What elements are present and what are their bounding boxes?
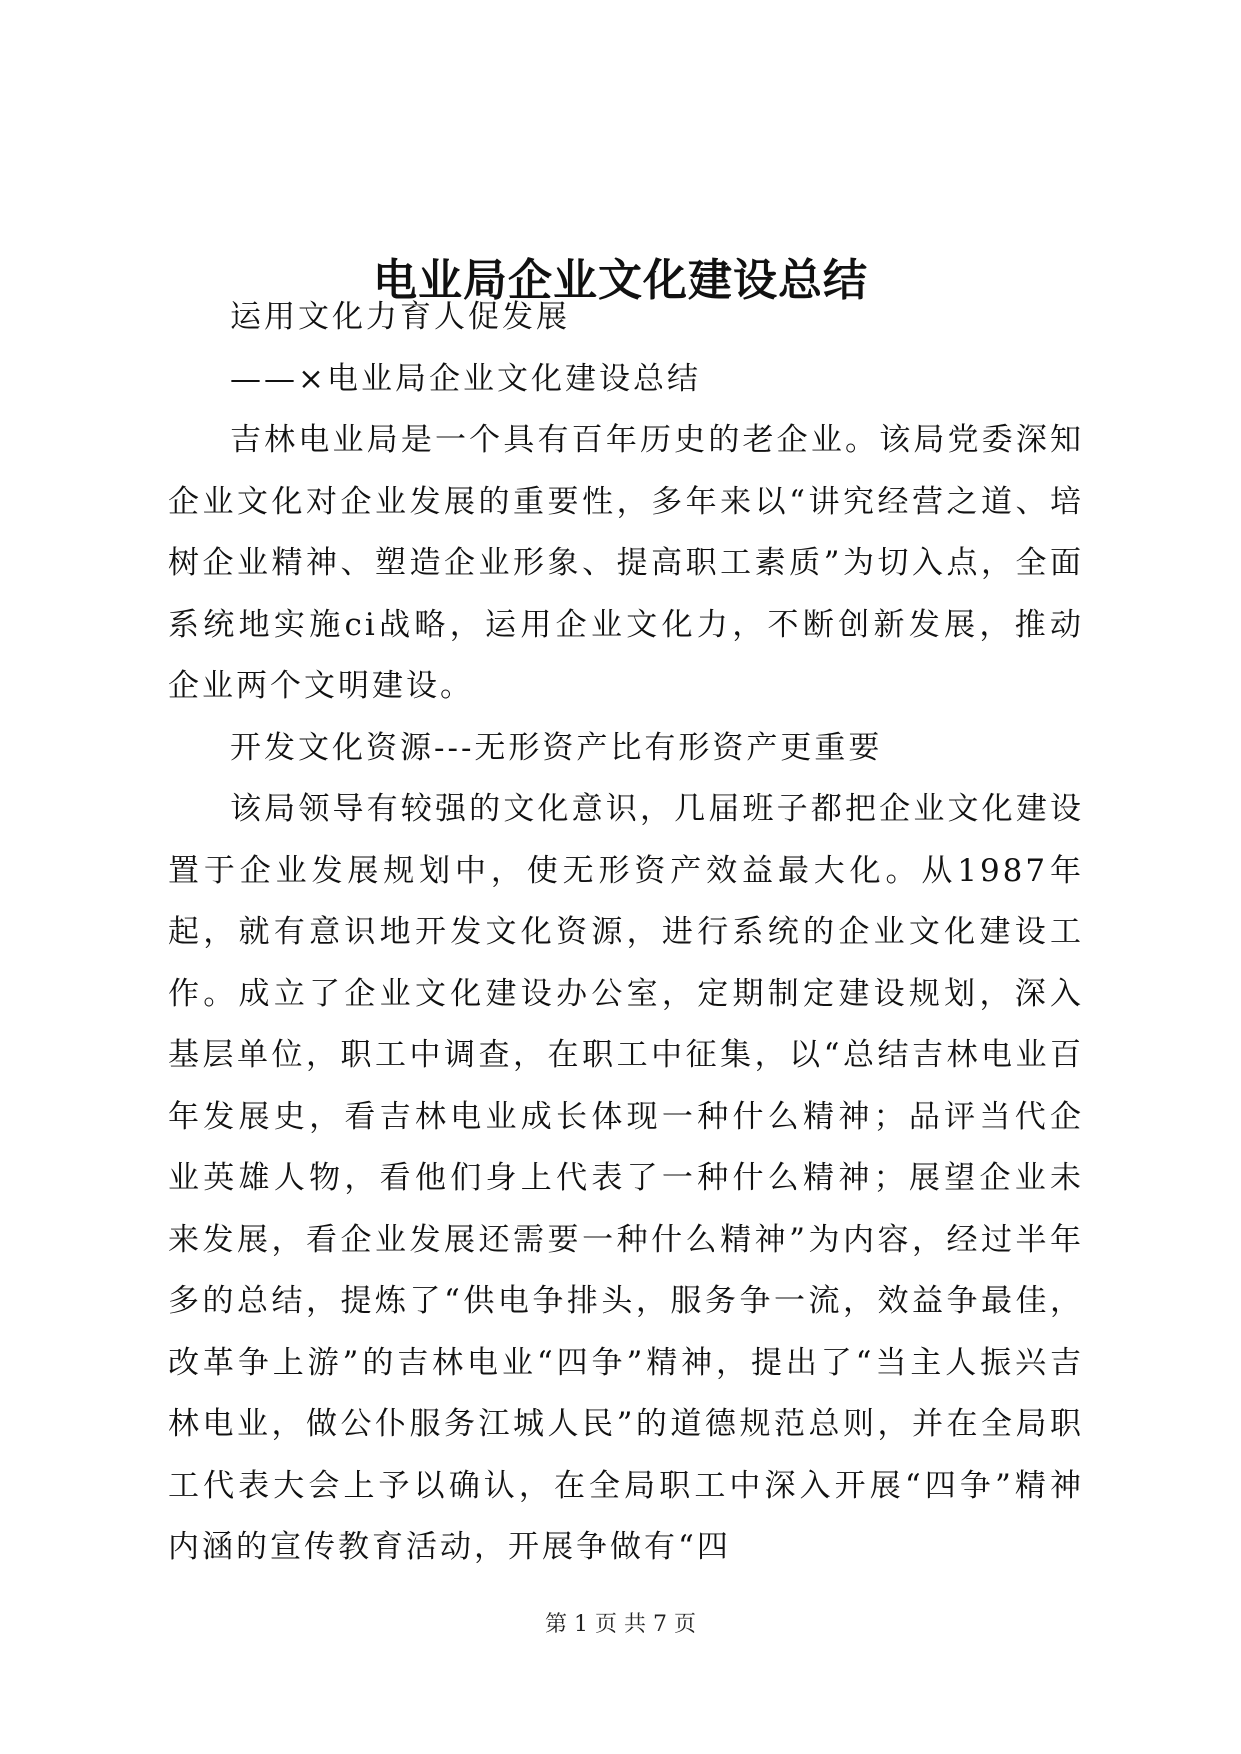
page-indicator: 第 1 页 共 7 页	[545, 1612, 696, 1637]
section-heading: 开发文化资源---无形资产比有形资产更重要	[230, 729, 883, 766]
subtitle-dash: ——×电业局企业文化建设总结	[230, 360, 701, 397]
body-paragraph: 该局领导有较强的文化意识，几届班子都把企业文化建设置于企业发展规划中，使无形资产效益最大化。从1987年起，就有意识地开发文化资源，进行系统的企业文化建设工作。成立了企业文化建设办公室，定期制定建设规划，深入基层单位，职工中调查，在职工中征集，以“总结吉林电业百年发展史，看吉林电业成长体现一种什么精神；品评当代企业英雄人物，看他们身上代表了一种什么精神；展望企业未来发展，看企业发展还需要一种什么精神”为内容，经过半年多的总结，提炼了“供电争排头，服务争一流，效益争最佳，改革争上游”的吉林电业“四争”精神，提出了“当主人振兴吉林电业，做公仆服务江城人民”的道德规范总则，并在全局职工代表大会上予以确认，在全局职工中深入开展“四争”精神内涵的宣传教育活动，开展争做有“四	[168, 791, 1084, 1565]
body-paragraph: 吉林电业局是一个具有百年历史的老企业。该局党委深知企业文化对企业发展的重要性，多年来以“讲究经营之道、培树企业精神、塑造企业形象、提高职工素质”为切入点，全面系统地实施ci战略，运用企业文化力，不断创新发展，推动企业两个文明建设。	[168, 422, 1084, 704]
subtitle: 运用文化力育人促发展	[230, 299, 570, 335]
document-title: 电业局企业文化建设总结	[373, 255, 868, 307]
document-body	[168, 287, 1084, 1579]
